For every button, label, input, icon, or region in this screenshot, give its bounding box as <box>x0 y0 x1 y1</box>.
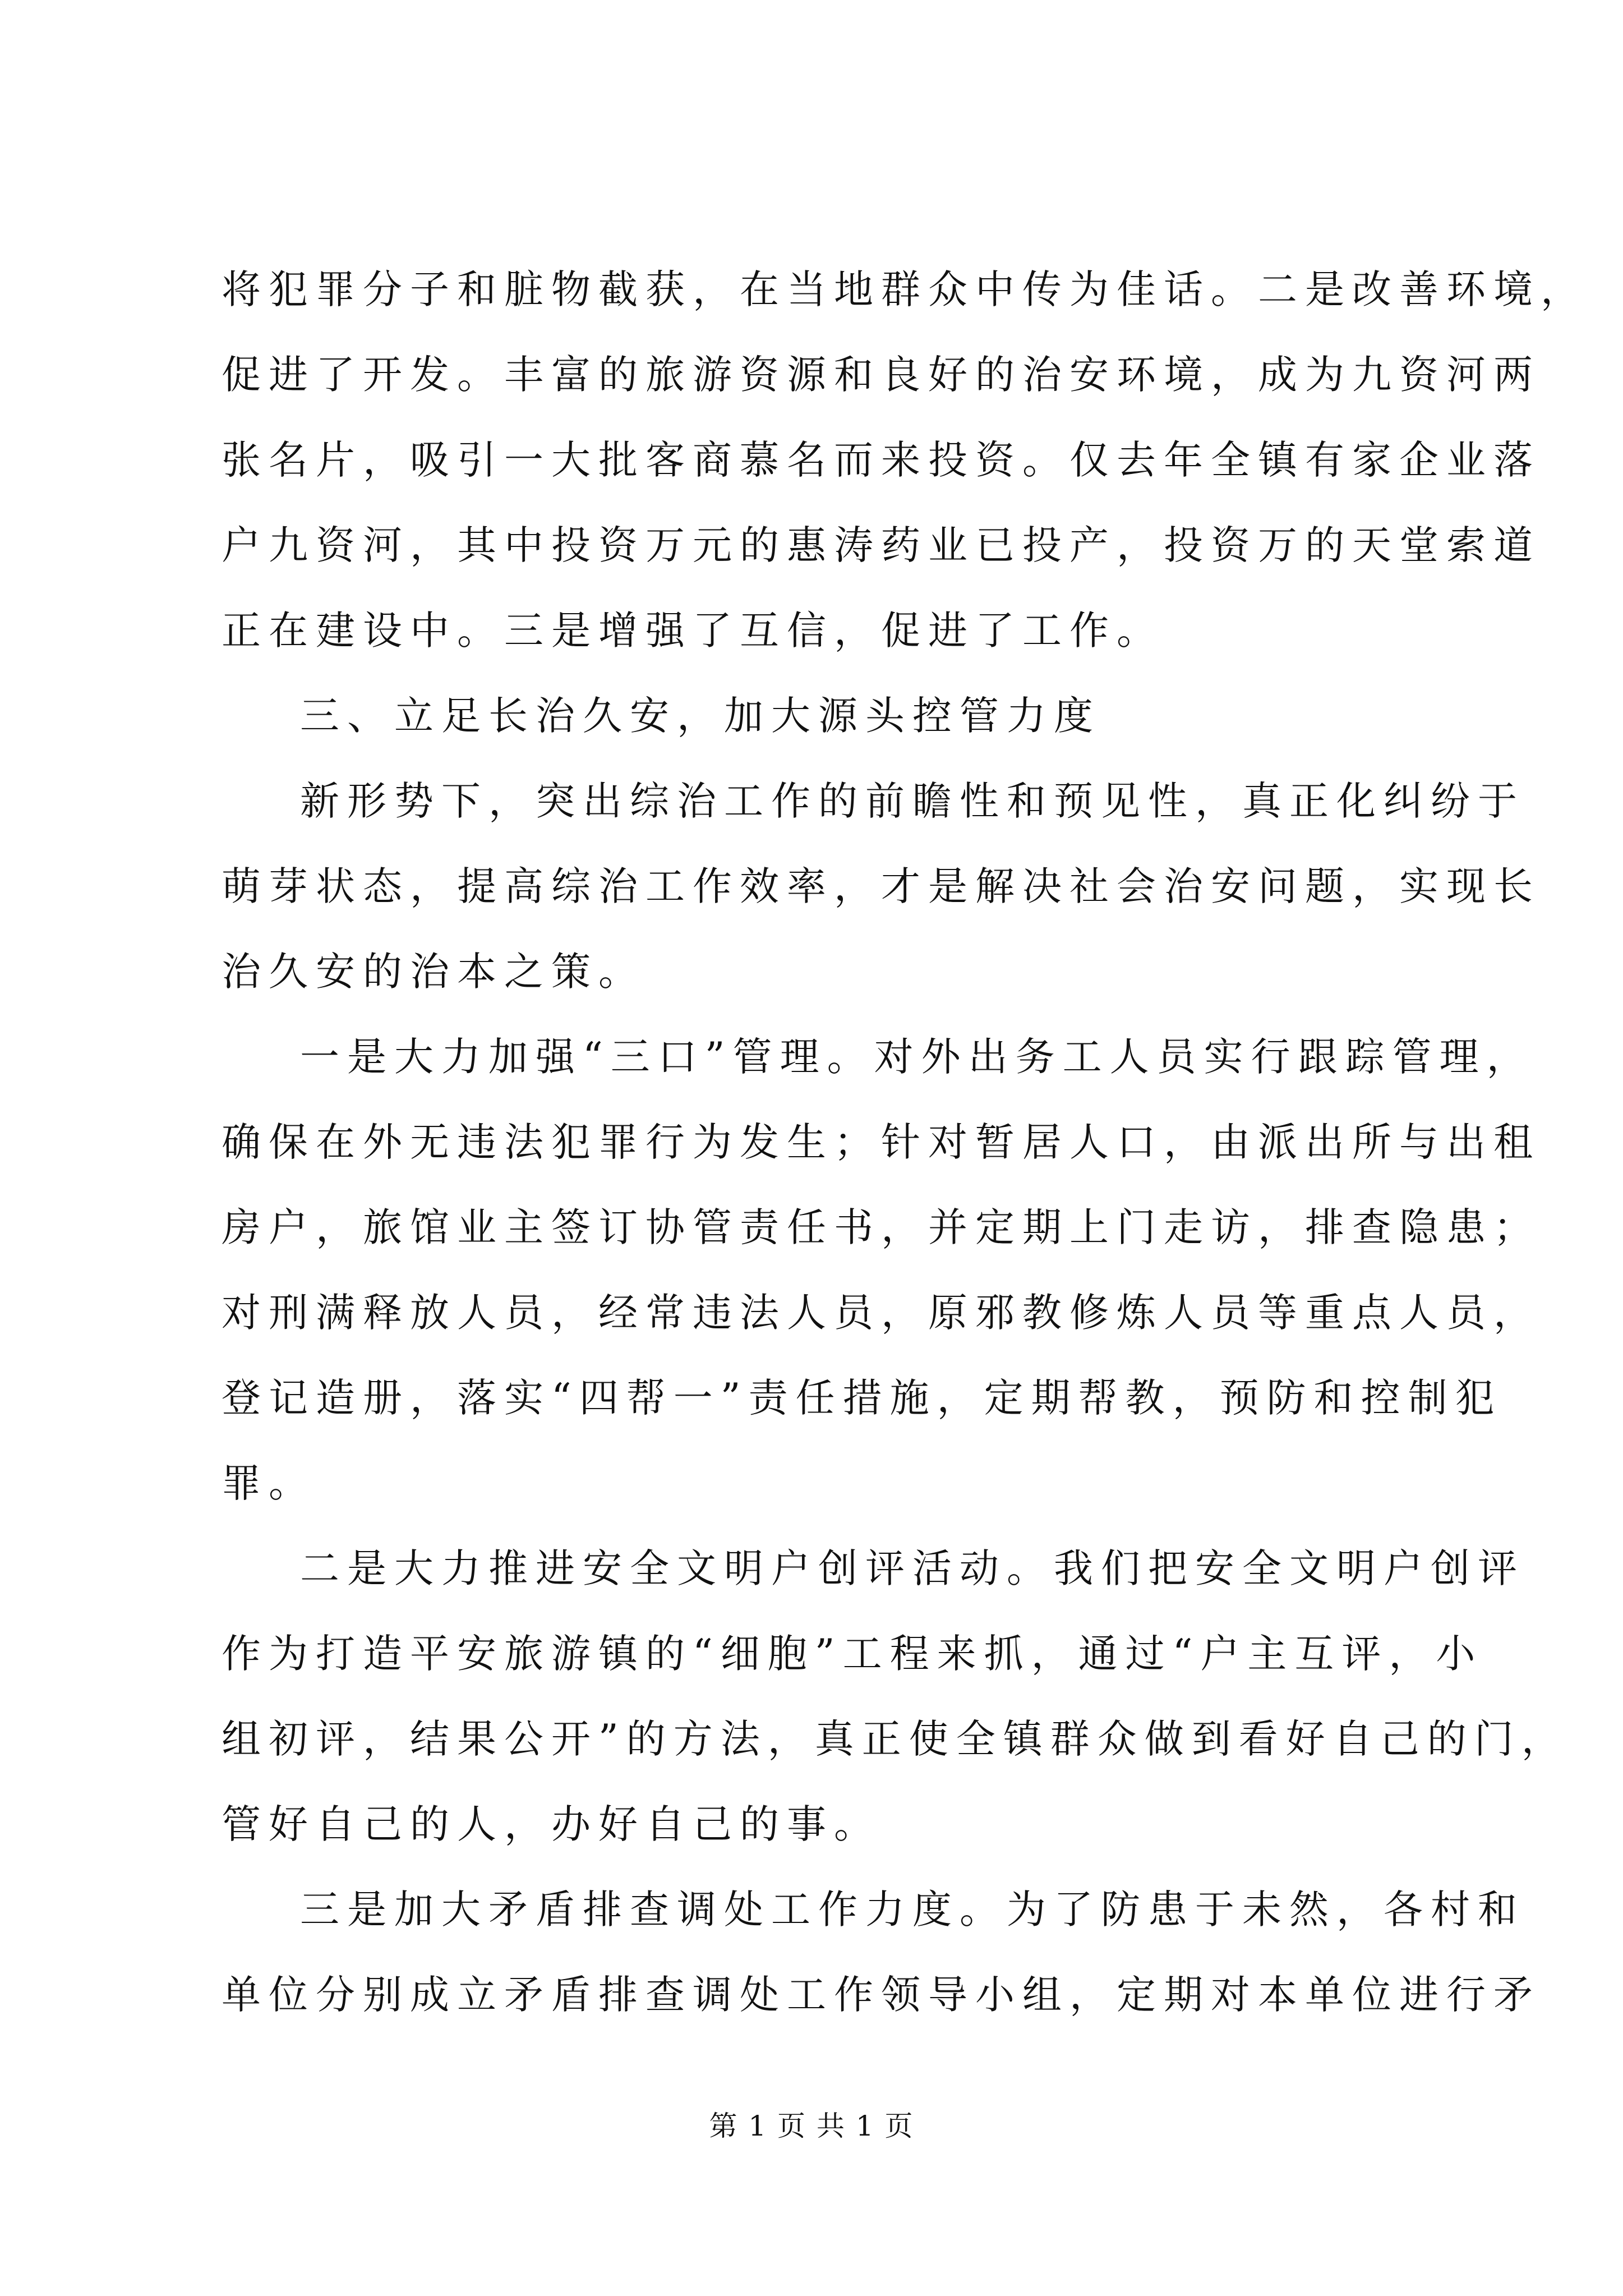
text-line: 对刑满释放人员，经常违法人员，原邪教修炼人员等重点人员， <box>222 1290 1541 1336</box>
text-line: 登记造册，落实“四帮一”责任措施，定期帮教，预防和控制犯 <box>222 1375 1502 1421</box>
text-line: 确保在外无违法犯罪行为发生；针对暂居人口，由派出所与出租 <box>222 1119 1541 1165</box>
text-line: 促进了开发。丰富的旅游资源和良好的治安环境，成为九资河两 <box>222 352 1541 398</box>
text-line: 正在建设中。三是增强了互信，促进了工作。 <box>222 608 1164 654</box>
text-line: 罪。 <box>222 1460 316 1506</box>
text-line: 房户，旅馆业主签订协管责任书，并定期上门走访，排查隐患； <box>222 1204 1541 1250</box>
page-number-footer: 第 1 页 共 1 页 <box>709 2110 914 2142</box>
text-line: 张名片，吸引一大批客商慕名而来投资。仅去年全镇有家企业落 <box>222 437 1541 483</box>
text-line: 萌芽状态，提高综治工作效率，才是解决社会治安问题，实现长 <box>222 863 1541 909</box>
text-line: 二是大力推进安全文明户创评活动。我们把安全文明户创评 <box>300 1545 1525 1591</box>
text-line: 三是加大矛盾排查调处工作力度。为了防患于未然，各村和 <box>300 1887 1525 1932</box>
text-line: 管好自己的人，办好自己的事。 <box>222 1801 881 1847</box>
text-line: 单位分别成立矛盾排查调处工作领导小组，定期对本单位进行矛 <box>222 1972 1541 2018</box>
text-line: 新形势下，突出综治工作的前瞻性和预见性，真正化纠纷于 <box>300 778 1525 824</box>
text-line: 户九资河，其中投资万元的惠涛药业已投产，投资万的天堂索道 <box>222 522 1541 568</box>
text-line: 治久安的治本之策。 <box>222 949 645 995</box>
text-line: 一是大力加强“三口”管理。对外出务工人员实行跟踪管理， <box>300 1034 1534 1080</box>
text-line: 将犯罪分子和脏物截获，在当地群众中传为佳话。二是改善环境， <box>222 266 1588 312</box>
section-heading: 三、立足长治久安，加大源头控管力度 <box>300 693 1101 739</box>
text-line: 组初评，结果公开”的方法，真正使全镇群众做到看好自己的门， <box>222 1716 1569 1762</box>
text-line: 作为打造平安旅游镇的“细胞”工程来抓，通过“户主互评，小 <box>222 1631 1483 1677</box>
body-text <box>222 247 1588 2037</box>
